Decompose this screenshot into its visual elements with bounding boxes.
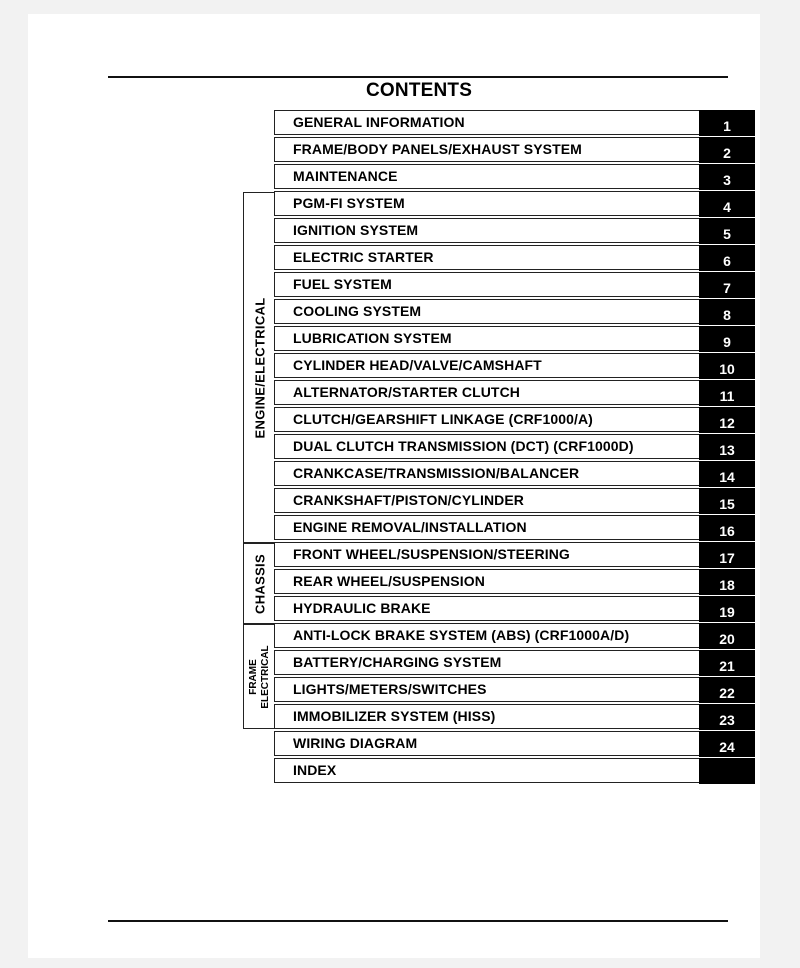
section-number-tab[interactable] — [699, 758, 755, 784]
contents-row[interactable] — [274, 164, 755, 189]
contents-row-label: REAR WHEEL/SUSPENSION — [293, 573, 485, 589]
contents-row-label: IMMOBILIZER SYSTEM (HISS) — [293, 708, 496, 724]
contents-row[interactable] — [274, 542, 755, 567]
contents-row-label: COOLING SYSTEM — [293, 303, 422, 319]
section-number-tab[interactable]: 8 — [699, 299, 755, 325]
contents-row[interactable] — [274, 677, 755, 702]
contents-row[interactable] — [274, 380, 755, 405]
contents-row[interactable] — [274, 596, 755, 621]
top-rule — [108, 76, 728, 78]
section-number-tab[interactable]: 24 — [699, 731, 755, 757]
section-number-tab[interactable]: 16 — [699, 515, 755, 541]
group-chassis — [243, 543, 275, 624]
document-page — [28, 14, 760, 958]
contents-row[interactable] — [274, 569, 755, 594]
section-number-tab[interactable]: 10 — [699, 353, 755, 379]
contents-row-label: MAINTENANCE — [293, 168, 398, 184]
contents-row[interactable] — [274, 191, 755, 216]
section-number-tab[interactable]: 19 — [699, 596, 755, 622]
group-label-chassis: CHASSIS — [252, 553, 267, 614]
section-number-tab[interactable]: 11 — [699, 380, 755, 406]
bottom-rule — [108, 920, 728, 922]
contents-row[interactable] — [274, 299, 755, 324]
contents-row-label: CRANKSHAFT/PISTON/CYLINDER — [293, 492, 525, 508]
contents-row[interactable] — [274, 515, 755, 540]
contents-row-label: ELECTRIC STARTER — [293, 249, 434, 265]
section-number-tab[interactable]: 12 — [699, 407, 755, 433]
contents-row[interactable] — [274, 272, 755, 297]
contents-row[interactable] — [274, 218, 755, 243]
contents-row[interactable] — [274, 731, 755, 756]
contents-row[interactable] — [274, 353, 755, 378]
section-number-tab[interactable]: 1 — [699, 110, 755, 136]
contents-row[interactable] — [274, 488, 755, 513]
contents-row[interactable] — [274, 137, 755, 162]
contents-row-label: DUAL CLUTCH TRANSMISSION (DCT) (CRF1000D) — [293, 438, 634, 454]
contents-row-label: LIGHTS/METERS/SWITCHES — [293, 681, 487, 697]
contents-row-label: ALTERNATOR/STARTER CLUTCH — [293, 384, 520, 400]
group-engine-electrical — [243, 192, 275, 543]
group-frame-electrical — [243, 624, 275, 729]
contents-row[interactable] — [274, 407, 755, 432]
contents-row-label: PGM-FI SYSTEM — [293, 195, 405, 211]
section-number-tab[interactable]: 9 — [699, 326, 755, 352]
section-number-tab[interactable]: 21 — [699, 650, 755, 676]
contents-row[interactable] — [274, 245, 755, 270]
contents-row-label: CRANKCASE/TRANSMISSION/BALANCER — [293, 465, 580, 481]
contents-row[interactable] — [274, 650, 755, 675]
group-label-electrical: ELECTRICAL — [259, 644, 271, 709]
contents-row-label: LUBRICATION SYSTEM — [293, 330, 452, 346]
contents-row[interactable] — [274, 461, 755, 486]
group-label-frame-electrical — [248, 645, 272, 708]
section-number-tab[interactable]: 7 — [699, 272, 755, 298]
contents-row-label: HYDRAULIC BRAKE — [293, 600, 431, 616]
contents-row-label: GENERAL INFORMATION — [293, 114, 465, 130]
section-number-tab[interactable]: 23 — [699, 704, 755, 730]
group-label-engine-electrical: ENGINE/ELECTRICAL — [252, 297, 267, 438]
section-number-tab[interactable]: 14 — [699, 461, 755, 487]
contents-row[interactable] — [274, 758, 755, 783]
contents-row-label: FRAME/BODY PANELS/EXHAUST SYSTEM — [293, 141, 582, 157]
section-number-tab[interactable]: 6 — [699, 245, 755, 271]
contents-row-label: CYLINDER HEAD/VALVE/CAMSHAFT — [293, 357, 542, 373]
page-title: CONTENTS — [366, 80, 473, 101]
section-number-tab[interactable]: 2 — [699, 137, 755, 163]
section-number-tab[interactable]: 18 — [699, 569, 755, 595]
contents-row[interactable] — [274, 110, 755, 135]
contents-row-label: WIRING DIAGRAM — [293, 735, 418, 751]
contents-row[interactable] — [274, 434, 755, 459]
contents-row-label: BATTERY/CHARGING SYSTEM — [293, 654, 502, 670]
contents-row-label: ENGINE REMOVAL/INSTALLATION — [293, 519, 527, 535]
section-number-tab[interactable]: 17 — [699, 542, 755, 568]
section-number-tab[interactable]: 22 — [699, 677, 755, 703]
section-number-tab[interactable]: 3 — [699, 164, 755, 190]
section-number-tab[interactable]: 15 — [699, 488, 755, 514]
contents-row-label: IGNITION SYSTEM — [293, 222, 419, 238]
contents-row-label: INDEX — [293, 762, 337, 778]
section-number-tab[interactable]: 20 — [699, 623, 755, 649]
section-number-tab[interactable]: 5 — [699, 218, 755, 244]
contents-row-label: CLUTCH/GEARSHIFT LINKAGE (CRF1000/A) — [293, 411, 593, 427]
section-number-tab[interactable]: 13 — [699, 434, 755, 460]
section-number-tab[interactable]: 4 — [699, 191, 755, 217]
contents-row[interactable] — [274, 623, 755, 648]
contents-row-label: FUEL SYSTEM — [293, 276, 392, 292]
contents-row[interactable] — [274, 326, 755, 351]
group-label-frame: FRAME — [247, 658, 259, 695]
contents-row-label: FRONT WHEEL/SUSPENSION/STEERING — [293, 546, 570, 562]
contents-row-label: ANTI-LOCK BRAKE SYSTEM (ABS) (CRF1000A/D) — [293, 627, 630, 643]
contents-row[interactable] — [274, 704, 755, 729]
